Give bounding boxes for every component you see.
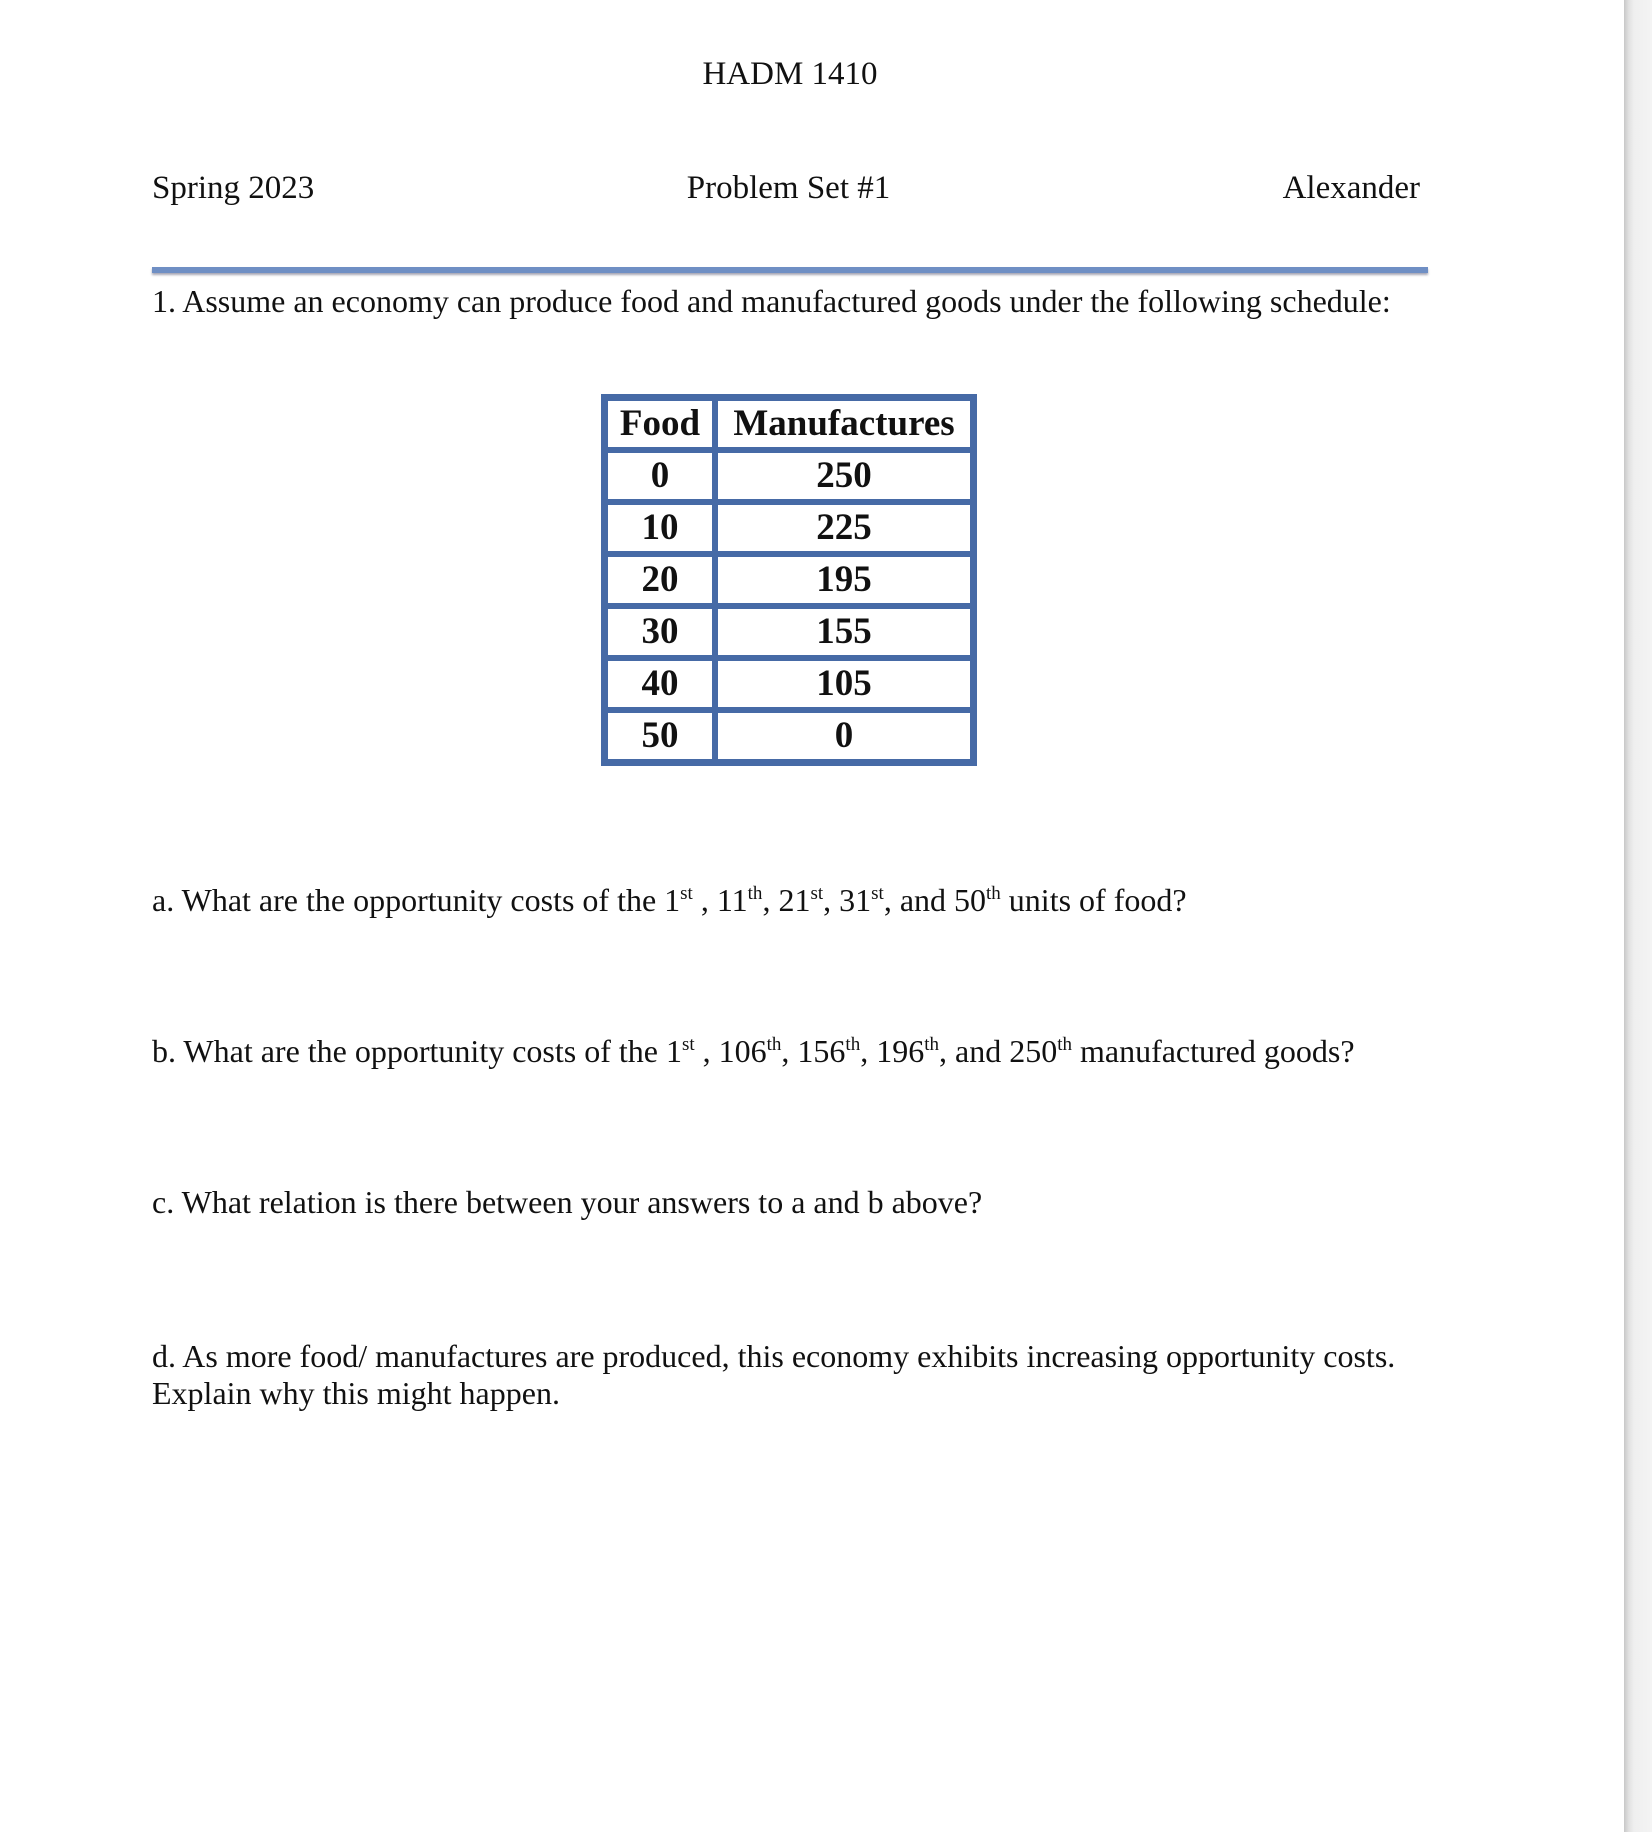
part-b-text: b. What are the opportunity costs of the 1 bbox=[152, 1033, 682, 1069]
ordinal-suffix: th bbox=[986, 883, 1001, 904]
manufactures-cell: 0 bbox=[715, 710, 973, 762]
part-a-text: , 11 bbox=[692, 882, 748, 918]
food-cell: 20 bbox=[605, 554, 715, 606]
table-row bbox=[605, 502, 973, 554]
table-row bbox=[605, 554, 973, 606]
problem-set-title: Problem Set #1 bbox=[686, 170, 891, 206]
food-cell: 30 bbox=[605, 606, 715, 658]
food-cell: 0 bbox=[605, 450, 715, 502]
part-d-line-2: Explain why this might happen. bbox=[152, 1375, 560, 1411]
ordinal-suffix: th bbox=[924, 1034, 939, 1055]
manufactures-cell: 250 bbox=[715, 450, 973, 502]
part-b-text: , 196 bbox=[860, 1033, 925, 1069]
ordinal-suffix: st bbox=[871, 883, 884, 904]
part-b-text: manufactured goods? bbox=[1071, 1033, 1355, 1069]
manufactures-cell: 105 bbox=[715, 658, 973, 710]
manufactures-cell: 225 bbox=[715, 502, 973, 554]
table-row bbox=[605, 658, 973, 710]
ordinal-suffix: th bbox=[766, 1034, 782, 1055]
ordinal-suffix: th bbox=[1057, 1034, 1072, 1055]
part-b-text: , and 250 bbox=[938, 1033, 1058, 1069]
table-header-row bbox=[605, 398, 973, 450]
part-a-text: units of food? bbox=[1000, 882, 1187, 918]
document-header bbox=[152, 170, 1420, 212]
production-schedule-table bbox=[601, 394, 977, 766]
food-cell: 40 bbox=[605, 658, 715, 710]
question-part-d bbox=[152, 1338, 1442, 1412]
food-cell: 50 bbox=[605, 710, 715, 762]
manufactures-cell: 195 bbox=[715, 554, 973, 606]
column-header-manufactures: Manufactures bbox=[715, 398, 973, 450]
header-divider bbox=[152, 267, 1428, 273]
food-cell: 10 bbox=[605, 502, 715, 554]
table-row bbox=[605, 710, 973, 762]
term: Spring 2023 bbox=[152, 170, 315, 206]
part-a-text: , 21 bbox=[762, 882, 811, 918]
manufactures-cell: 155 bbox=[715, 606, 973, 658]
course-code: HADM 1410 bbox=[702, 56, 878, 92]
question-part-c: c. What relation is there between your answers to a and b above? bbox=[152, 1184, 983, 1220]
part-a-text: , 31 bbox=[823, 882, 872, 918]
part-a-text: a. What are the opportunity costs of the 1 bbox=[152, 882, 681, 918]
part-a-text: , and 50 bbox=[883, 882, 987, 918]
part-b-text: , 106 bbox=[694, 1033, 767, 1069]
author: Alexander bbox=[1282, 170, 1420, 206]
ordinal-suffix: th bbox=[845, 1034, 861, 1055]
ordinal-suffix: st bbox=[680, 883, 693, 904]
question-1-intro: 1. Assume an economy can produce food and manufactured goods under the following schedule: bbox=[152, 283, 1391, 319]
ordinal-suffix: st bbox=[681, 1034, 695, 1055]
table-row bbox=[605, 606, 973, 658]
question-part-a bbox=[152, 882, 1187, 924]
table-row bbox=[605, 450, 973, 502]
question-part-b bbox=[152, 1033, 1355, 1075]
scrollbar-track[interactable] bbox=[1624, 0, 1652, 1832]
ordinal-suffix: th bbox=[747, 883, 763, 904]
part-b-text: , 156 bbox=[781, 1033, 846, 1069]
part-d-line-1: d. As more food/ manufactures are produced, this economy exhibits increasing opportunity costs. bbox=[152, 1338, 1396, 1374]
ordinal-suffix: st bbox=[810, 883, 824, 904]
column-header-food: Food bbox=[605, 398, 715, 450]
